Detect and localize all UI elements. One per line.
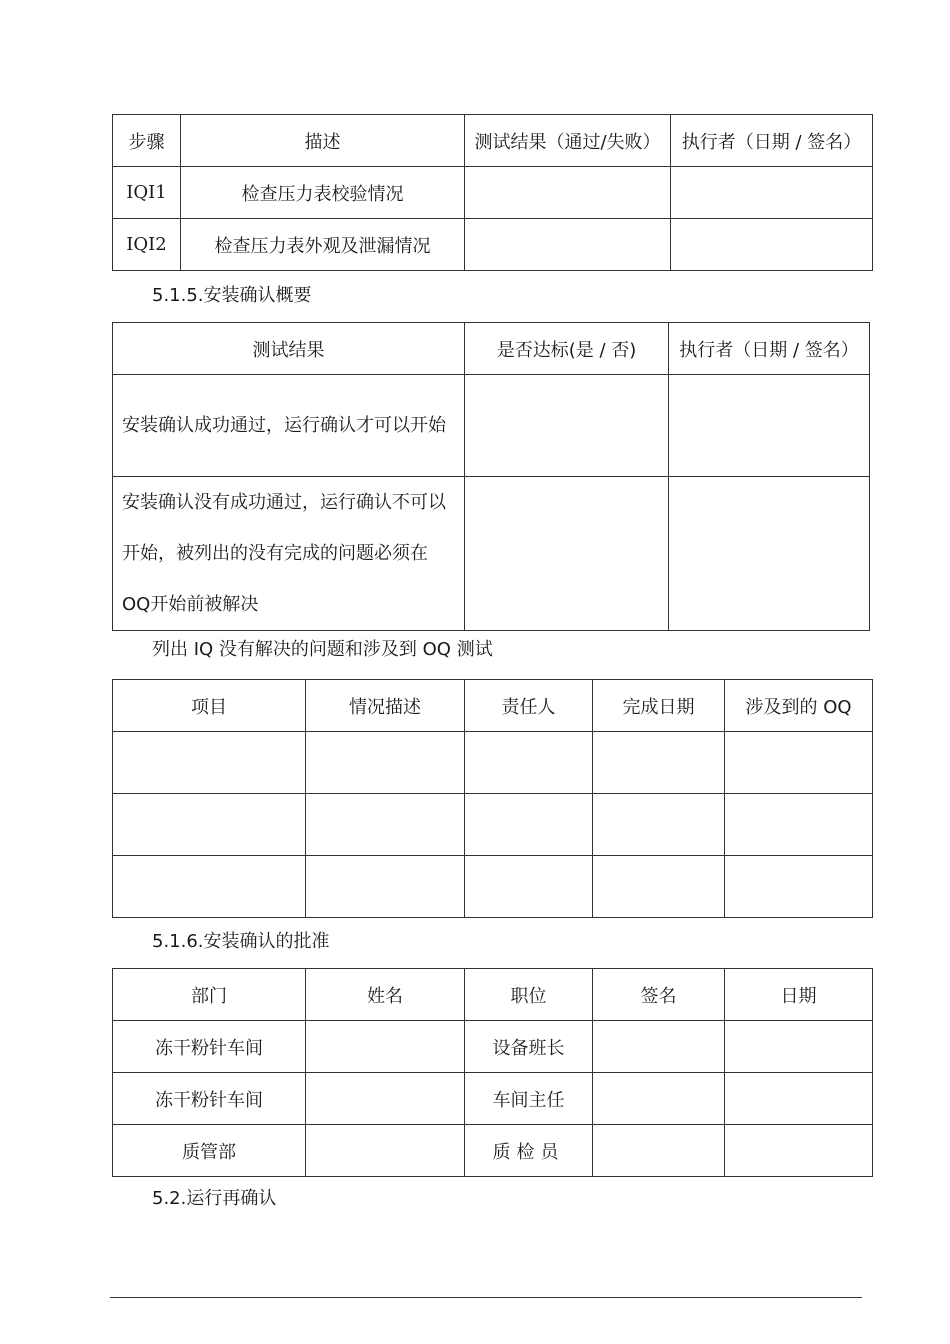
blank-cell[interactable] bbox=[113, 856, 306, 918]
header-description: 情况描述 bbox=[306, 680, 465, 732]
blank-cell[interactable] bbox=[306, 794, 465, 856]
blank-cell[interactable] bbox=[465, 794, 593, 856]
header-executor: 执行者（日期 / 签名） bbox=[669, 323, 870, 375]
header-test-result: 测试结果 bbox=[113, 323, 465, 375]
header-date: 日期 bbox=[725, 969, 873, 1021]
section-heading-516: 5.1.6.安装确认的批准 bbox=[152, 931, 330, 952]
executor-cell[interactable] bbox=[669, 477, 870, 631]
signature-cell[interactable] bbox=[593, 1073, 725, 1125]
iq-summary-table bbox=[112, 322, 870, 631]
position: 车间主任 bbox=[465, 1073, 593, 1125]
executor-cell[interactable] bbox=[671, 219, 873, 271]
pass-fail-cell[interactable] bbox=[465, 477, 669, 631]
department: 冻干粉针车间 bbox=[113, 1021, 306, 1073]
header-related-oq: 涉及到的 OQ bbox=[725, 680, 873, 732]
table-row bbox=[113, 856, 873, 918]
date-cell[interactable] bbox=[725, 1125, 873, 1177]
result-cell[interactable] bbox=[465, 167, 671, 219]
executor-cell[interactable] bbox=[669, 375, 870, 477]
header-position: 职位 bbox=[465, 969, 593, 1021]
table-row bbox=[113, 794, 873, 856]
footer-divider bbox=[110, 1297, 862, 1298]
header-description: 描述 bbox=[181, 115, 465, 167]
table-row bbox=[113, 1021, 873, 1073]
date-cell[interactable] bbox=[725, 1021, 873, 1073]
open-issues-table bbox=[112, 679, 873, 918]
table-row bbox=[113, 219, 873, 271]
header-executor: 执行者（日期 / 签名） bbox=[671, 115, 873, 167]
blank-cell[interactable] bbox=[593, 856, 725, 918]
blank-cell[interactable] bbox=[465, 732, 593, 794]
table-row bbox=[113, 732, 873, 794]
blank-cell[interactable] bbox=[593, 794, 725, 856]
table-row bbox=[113, 477, 870, 631]
name-cell[interactable] bbox=[306, 1073, 465, 1125]
step-id: IQI1 bbox=[113, 167, 181, 219]
header-responsible: 责任人 bbox=[465, 680, 593, 732]
blank-cell[interactable] bbox=[725, 856, 873, 918]
department: 质管部 bbox=[113, 1125, 306, 1177]
summary-text: 安装确认成功通过，运行确认才可以开始 bbox=[113, 375, 465, 477]
header-department: 部门 bbox=[113, 969, 306, 1021]
blank-cell[interactable] bbox=[306, 856, 465, 918]
header-signature: 签名 bbox=[593, 969, 725, 1021]
section-heading-52: 5.2.运行再确认 bbox=[152, 1188, 277, 1209]
signature-cell[interactable] bbox=[593, 1021, 725, 1073]
name-cell[interactable] bbox=[306, 1125, 465, 1177]
table-row bbox=[113, 1073, 873, 1125]
header-step: 步骤 bbox=[113, 115, 181, 167]
blank-cell[interactable] bbox=[725, 794, 873, 856]
blank-cell[interactable] bbox=[113, 732, 306, 794]
executor-cell[interactable] bbox=[671, 167, 873, 219]
blank-cell[interactable] bbox=[593, 732, 725, 794]
signature-cell[interactable] bbox=[593, 1125, 725, 1177]
approval-table bbox=[112, 968, 873, 1177]
summary-text: 安装确认没有成功通过，运行确认不可以开始，被列出的没有完成的问题必须在OQ开始前被解决 bbox=[113, 477, 465, 631]
issues-caption: 列出 IQ 没有解决的问题和涉及到 OQ 测试 bbox=[152, 639, 493, 660]
blank-cell[interactable] bbox=[113, 794, 306, 856]
blank-cell[interactable] bbox=[306, 732, 465, 794]
position: 质检员 bbox=[465, 1125, 593, 1177]
header-name: 姓名 bbox=[306, 969, 465, 1021]
result-cell[interactable] bbox=[465, 219, 671, 271]
header-item: 项目 bbox=[113, 680, 306, 732]
header-completion-date: 完成日期 bbox=[593, 680, 725, 732]
section-heading-515: 5.1.5.安装确认概要 bbox=[152, 285, 312, 306]
date-cell[interactable] bbox=[725, 1073, 873, 1125]
name-cell[interactable] bbox=[306, 1021, 465, 1073]
step-id: IQI2 bbox=[113, 219, 181, 271]
table-row bbox=[113, 1125, 873, 1177]
header-pass-fail: 是否达标(是 / 否) bbox=[465, 323, 669, 375]
blank-cell[interactable] bbox=[465, 856, 593, 918]
step-description: 检查压力表外观及泄漏情况 bbox=[181, 219, 465, 271]
table-row bbox=[113, 375, 870, 477]
position: 设备班长 bbox=[465, 1021, 593, 1073]
iq-steps-table bbox=[112, 114, 873, 271]
pass-fail-cell[interactable] bbox=[465, 375, 669, 477]
header-test-result: 测试结果（通过/失败） bbox=[465, 115, 671, 167]
department: 冻干粉针车间 bbox=[113, 1073, 306, 1125]
step-description: 检查压力表校验情况 bbox=[181, 167, 465, 219]
table-row bbox=[113, 167, 873, 219]
blank-cell[interactable] bbox=[725, 732, 873, 794]
